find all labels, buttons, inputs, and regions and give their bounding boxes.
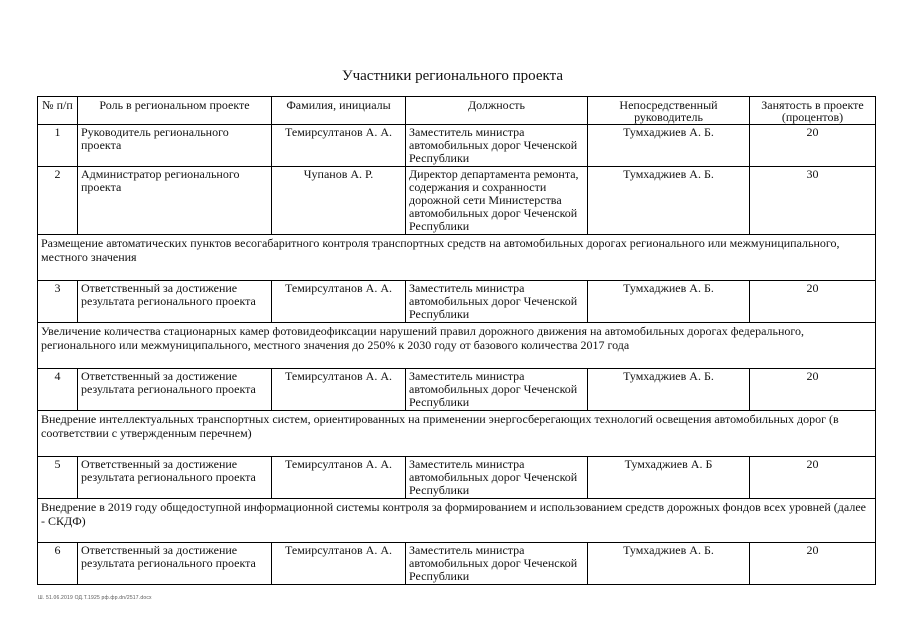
cell-role: Ответственный за достижение результата регионального проекта <box>78 457 272 499</box>
cell-position: Заместитель министра автомобильных дорог Чеченской Республики <box>406 281 588 323</box>
cell-load: 20 <box>750 369 876 411</box>
section-row <box>38 499 876 543</box>
header-load: Занятость в проекте (процентов) <box>750 97 876 125</box>
section-heading: Размещение автоматических пунктов весогабаритного контроля транспортных средств на автомобильных дорогах регионального или межмуниципального, местного значения <box>38 235 876 281</box>
cell-num: 6 <box>38 543 78 585</box>
header-role: Роль в региональном проекте <box>78 97 272 125</box>
cell-load: 20 <box>750 125 876 167</box>
table-row <box>38 369 876 411</box>
table-header-row <box>38 97 876 125</box>
cell-name: Чупанов А. Р. <box>272 167 406 235</box>
cell-name: Темирсултанов А. А. <box>272 125 406 167</box>
table-row <box>38 281 876 323</box>
section-heading: Внедрение интеллектуальных транспортных систем, ориентированных на применении энергосберегающих технологий освещения автомобильных дорог (в соответствии с утвержденным перечнем) <box>38 411 876 457</box>
cell-load: 20 <box>750 543 876 585</box>
cell-name: Темирсултанов А. А. <box>272 543 406 585</box>
cell-num: 3 <box>38 281 78 323</box>
cell-role: Администратор регионального проекта <box>78 167 272 235</box>
table-row <box>38 543 876 585</box>
cell-name: Темирсултанов А. А. <box>272 369 406 411</box>
cell-manager: Тумхаджиев А. Б <box>588 457 750 499</box>
document-footer: Ш. 51.06.2019 ОД.Т.1925 рф.фр.dn/2517.docx <box>38 595 152 601</box>
header-manager: Непосредственный руководитель <box>588 97 750 125</box>
cell-position: Заместитель министра автомобильных дорог Чеченской Республики <box>406 369 588 411</box>
cell-num: 2 <box>38 167 78 235</box>
cell-manager: Тумхаджиев А. Б. <box>588 543 750 585</box>
cell-position: Заместитель министра автомобильных дорог Чеченской Республики <box>406 457 588 499</box>
table-row <box>38 457 876 499</box>
header-position: Должность <box>406 97 588 125</box>
cell-name: Темирсултанов А. А. <box>272 457 406 499</box>
cell-manager: Тумхаджиев А. Б. <box>588 281 750 323</box>
table-row <box>38 125 876 167</box>
section-heading: Внедрение в 2019 году общедоступной информационной системы контроля за формированием и использованием средств дорожных фондов всех уровней (далее - СКДФ) <box>38 499 876 543</box>
cell-manager: Тумхаджиев А. Б. <box>588 369 750 411</box>
cell-role: Ответственный за достижение результата регионального проекта <box>78 543 272 585</box>
cell-name: Темирсултанов А. А. <box>272 281 406 323</box>
header-name: Фамилия, инициалы <box>272 97 406 125</box>
cell-role: Ответственный за достижение результата регионального проекта <box>78 281 272 323</box>
header-num: № п/п <box>38 97 78 125</box>
cell-num: 4 <box>38 369 78 411</box>
cell-role: Ответственный за достижение результата регионального проекта <box>78 369 272 411</box>
table-row <box>38 167 876 235</box>
cell-num: 1 <box>38 125 78 167</box>
section-row <box>38 411 876 457</box>
section-heading: Увеличение количества стационарных камер фотовидеофиксации нарушений правил дорожного движения на автомобильных дорогах федерального, регионального или межмуниципального, местного значения до 250% к 2030 году от базового количества 2017 года <box>38 323 876 369</box>
cell-position: Заместитель министра автомобильных дорог Чеченской Республики <box>406 543 588 585</box>
cell-manager: Тумхаджиев А. Б. <box>588 167 750 235</box>
cell-manager: Тумхаджиев А. Б. <box>588 125 750 167</box>
cell-role: Руководитель регионального проекта <box>78 125 272 167</box>
cell-num: 5 <box>38 457 78 499</box>
participants-table <box>37 96 876 585</box>
cell-position: Директор департамента ремонта, содержания и сохранности дорожной сети Министерства автомобильных дорог Чеченской Республики <box>406 167 588 235</box>
page-title: Участники регионального проекта <box>341 68 564 84</box>
section-row <box>38 235 876 281</box>
cell-position: Заместитель министра автомобильных дорог Чеченской Республики <box>406 125 588 167</box>
cell-load: 30 <box>750 167 876 235</box>
section-row <box>38 323 876 369</box>
cell-load: 20 <box>750 281 876 323</box>
cell-load: 20 <box>750 457 876 499</box>
